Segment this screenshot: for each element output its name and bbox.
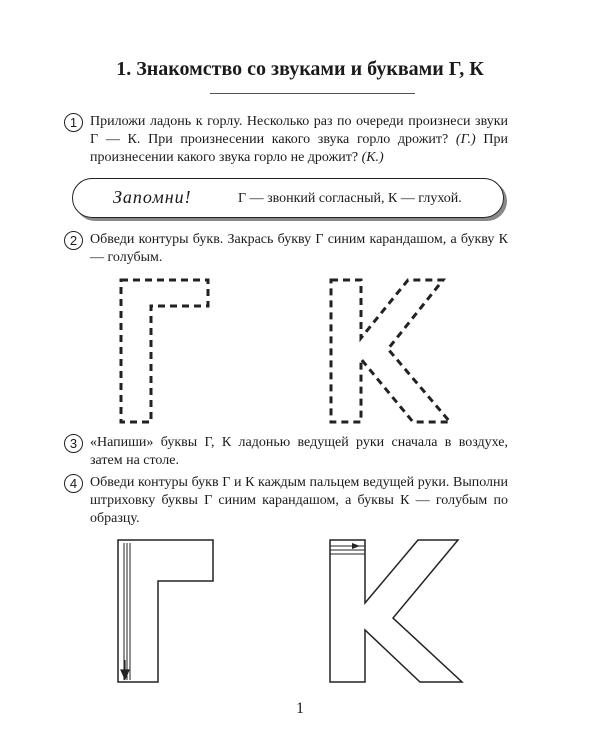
page-title: 1. Знакомство со звуками и буквами Г, К — [116, 58, 484, 80]
arrow-right-icon — [352, 543, 360, 549]
task-1-question-2: При произнесении какого звука горло не дрожит? — [90, 132, 508, 165]
task-1-answer-2: (К.) — [361, 150, 384, 165]
task-number-1: 1 — [64, 113, 83, 132]
task-1-question-1: Приложи ладонь к горлу. Несколько раз по очереди произнеси звуки Г — К. При произнесении какого звука горло дрожит? — [90, 114, 508, 147]
task-number-2: 2 — [64, 231, 83, 250]
task-4-text: Обведи контуры букв Г и К каждым пальцем ведущей руки. Выполни штриховку буквы Г синим карандашом, а буквы К — голубым по образцу. — [90, 475, 508, 526]
remember-label: Запомни! — [113, 187, 192, 207]
page-number: 1 — [296, 700, 304, 717]
task-number-3: 3 — [64, 434, 83, 453]
task-number-4: 4 — [64, 474, 83, 493]
task-1-answer-1: (Г.) — [455, 132, 476, 147]
task-3-text: «Напиши» буквы Г, К ладонью ведущей руки сначала в воздухе, затем на столе. — [90, 435, 508, 468]
remember-text: Г — звонкий согласный, К — глухой. — [238, 191, 462, 206]
hatching-sample-k — [330, 546, 365, 554]
task-2-text: Обведи контуры букв. Закрась букву Г синим карандашом, а букву К — голубым. — [90, 232, 508, 265]
